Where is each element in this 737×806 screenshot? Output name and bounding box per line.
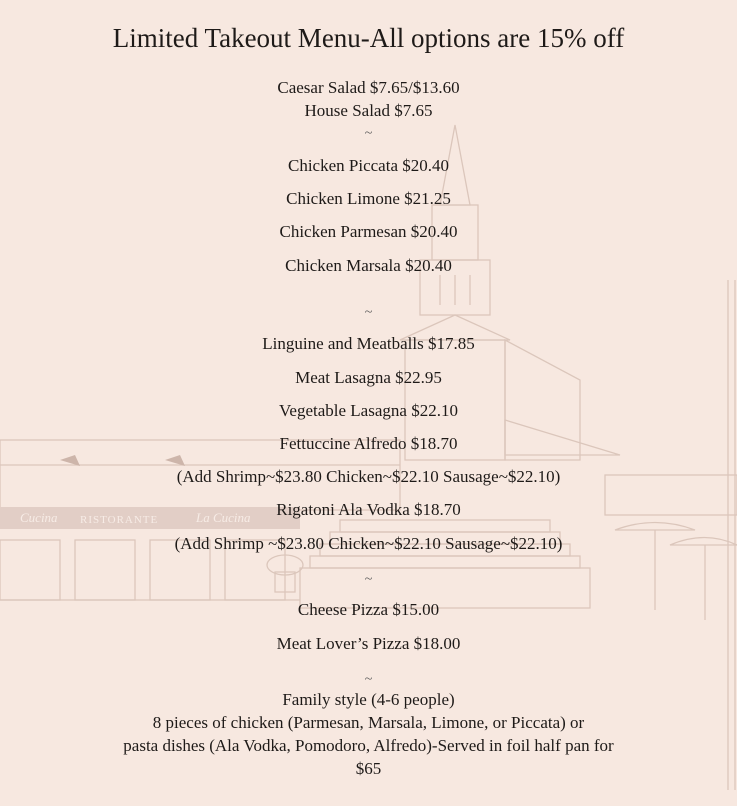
menu-item-meat-lovers-pizza: Meat Lover’s Pizza $18.00 xyxy=(276,634,461,653)
menu-item-chicken-limone: Chicken Limone $21.25 xyxy=(286,189,451,208)
menu-item-linguine-meatballs: Linguine and Meatballs $17.85 xyxy=(262,334,475,353)
menu-item-fettuccine-alfredo: Fettuccine Alfredo $18.70 xyxy=(279,434,458,453)
family-style-heading: Family style (4-6 people) xyxy=(282,690,455,709)
section-separator: ~ xyxy=(364,672,373,687)
menu-item-meat-lasagna: Meat Lasagna $22.95 xyxy=(295,368,442,387)
menu-item-caesar-salad: Caesar Salad $7.65/$13.60 xyxy=(277,78,460,97)
family-style-pasta: pasta dishes (Ala Vodka, Pomodoro, Alfredo)-Served in foil half pan for xyxy=(123,736,614,755)
section-separator: ~ xyxy=(364,305,373,320)
sign-la-cucina: La Cucina xyxy=(196,510,251,525)
menu-title: Limited Takeout Menu-All options are 15% off xyxy=(112,23,625,53)
menu-item-rigatoni-vodka: Rigatoni Ala Vodka $18.70 xyxy=(276,500,461,519)
section-separator: ~ xyxy=(364,126,373,141)
sign-cucina-left: Cucina xyxy=(20,510,58,525)
menu-item-house-salad: House Salad $7.65 xyxy=(304,101,433,120)
menu-item-vegetable-lasagna: Vegetable Lasagna $22.10 xyxy=(279,401,458,420)
family-style-price: $65 xyxy=(355,759,382,778)
section-separator: ~ xyxy=(364,572,373,587)
family-style-chicken: 8 pieces of chicken (Parmesan, Marsala, Limone, or Piccata) or xyxy=(152,713,585,732)
menu-item-rigatoni-addons: (Add Shrimp ~$23.80 Chicken~$22.10 Sausage~$22.10) xyxy=(174,534,563,553)
menu-item-chicken-parmesan: Chicken Parmesan $20.40 xyxy=(279,222,458,241)
menu-item-chicken-piccata: Chicken Piccata $20.40 xyxy=(288,156,449,175)
menu-item-alfredo-addons: (Add Shrimp~$23.80 Chicken~$22.10 Sausage~$22.10) xyxy=(176,467,561,486)
menu-item-chicken-marsala: Chicken Marsala $20.40 xyxy=(285,256,452,275)
sign-ristorante: RISTORANTE xyxy=(80,514,159,526)
menu-item-cheese-pizza: Cheese Pizza $15.00 xyxy=(297,600,440,619)
